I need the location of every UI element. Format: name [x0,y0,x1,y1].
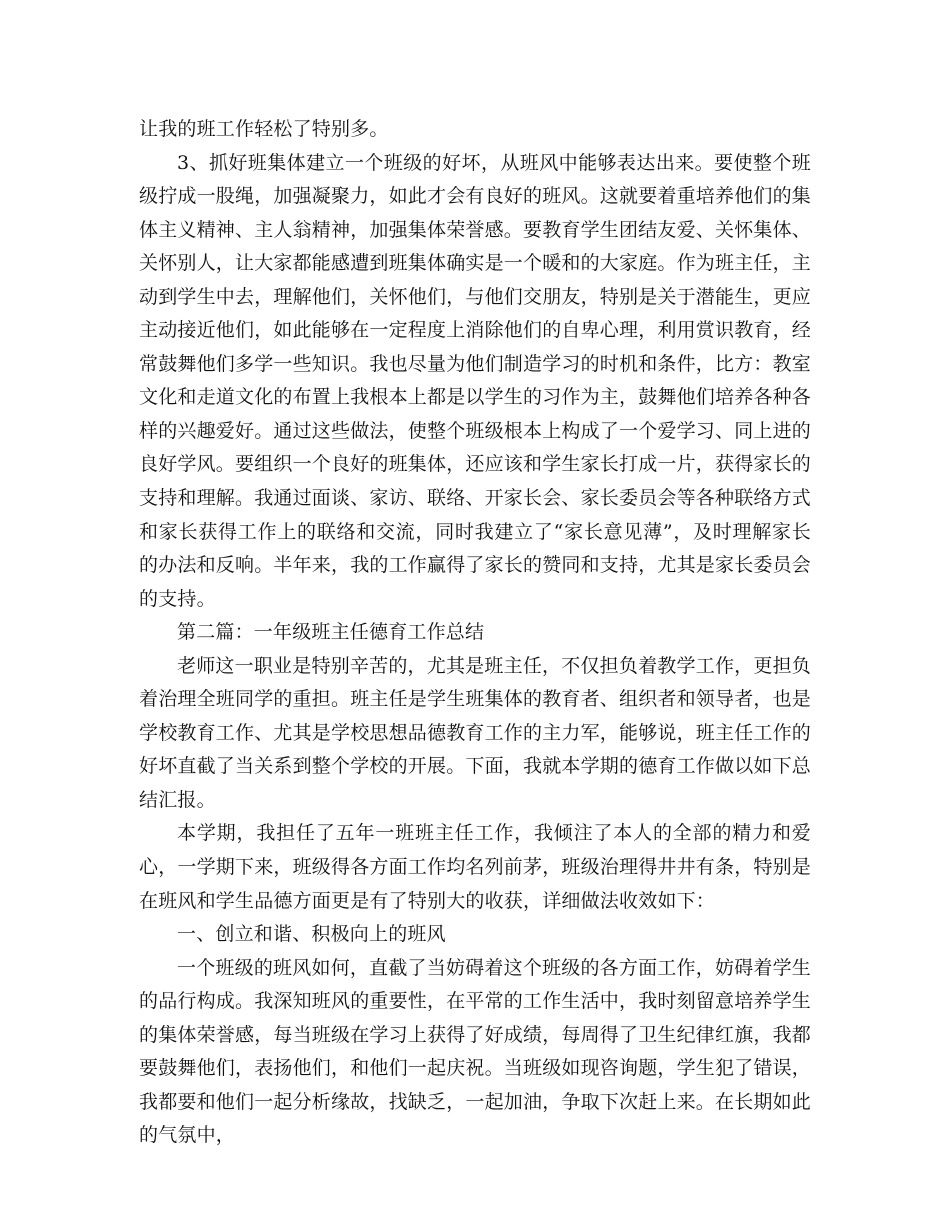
paragraph-2: 3、抓好班集体建立一个班级的好坏，从班风中能够表达出来。要使整个班级拧成一股绳，加强凝聚力，如此才会有良好的班风。这就要着重培养他们的集体主义精神、主人翁精神，加强集体荣誉感。要教育学生团结友爱、关怀集体、关怀别人，让大家都能感遭到班集体确实是一个暖和的大家庭。作为班主任，主动到学生中去，理解他们，关怀他们，与他们交朋友，特别是关于潜能生，更应主动接近他们，如此能够在一定程度上消除他们的自卑心理，利用赏识教育，经常鼓舞他们多学一些知识。我也尽量为他们制造学习的时机和条件，比方：教室文化和走道文化的布置上我根本上都是以学生的习作为主，鼓舞他们培养各种各样的兴趣爱好。通过这些做法，使整个班级根本上构成了一个爱学习、同上进的良好学风。要组织一个良好的班集体，还应该和学生家长打成一片，获得家长的支持和理解。我通过面谈、家访、联络、开家长会、家长委员会等各种联络方式和家长获得工作上的联络和交流，同时我建立了“家长意见薄”，及时理解家长的办法和反响。半年来，我的工作赢得了家长的赞同和支持，尤其是家长委员会的支持。 [139,151,812,610]
subsection-heading: 一、创立和谐、积极向上的班风 [177,923,446,946]
paragraph-4: 本学期，我担任了五年一班班主任工作，我倾注了本人的全部的精力和爱心，一学期下来，班级得各方面工作均名列前茅，班级治理得井井有条，特别是在班风和学生品德方面更是有了特别大的收获，详细做法收效如下： [139,822,812,912]
paragraph-3: 老师这一职业是特别辛苦的，尤其是班主任，不仅担负着教学工作，更担负着治理全班同学的重担。班主任是学生班集体的教育者、组织者和领导者，也是学校教育工作、尤其是学校思想品德教育工作的主力军，能够说，班主任工作的好坏直截了当关系到整个学校的开展。下面，我就本学期的德育工作做以如下总结汇报。 [139,654,812,811]
paragraph-5: 一个班级的班风如何，直截了当妨碍着这个班级的各方面工作，妨碍着学生的品行构成。我深知班风的重要性，在平常的工作生活中，我时刻留意培养学生的集体荣誉感，每当班级在学习上获得了好成绩，每周得了卫生纪律红旗，我都要鼓舞他们，表扬他们，和他们一起庆祝。当班级如现咨询题，学生犯了错误，我都要和他们一起分析缘故，找缺乏，一起加油，争取下次赶上来。在长期如此的气氛中， [139,956,812,1147]
paragraph-1: 让我的班工作轻松了特别多。 [139,118,389,140]
section-heading: 第二篇：一年级班主任德育工作总结 [177,621,485,644]
document-body [139,113,811,1153]
